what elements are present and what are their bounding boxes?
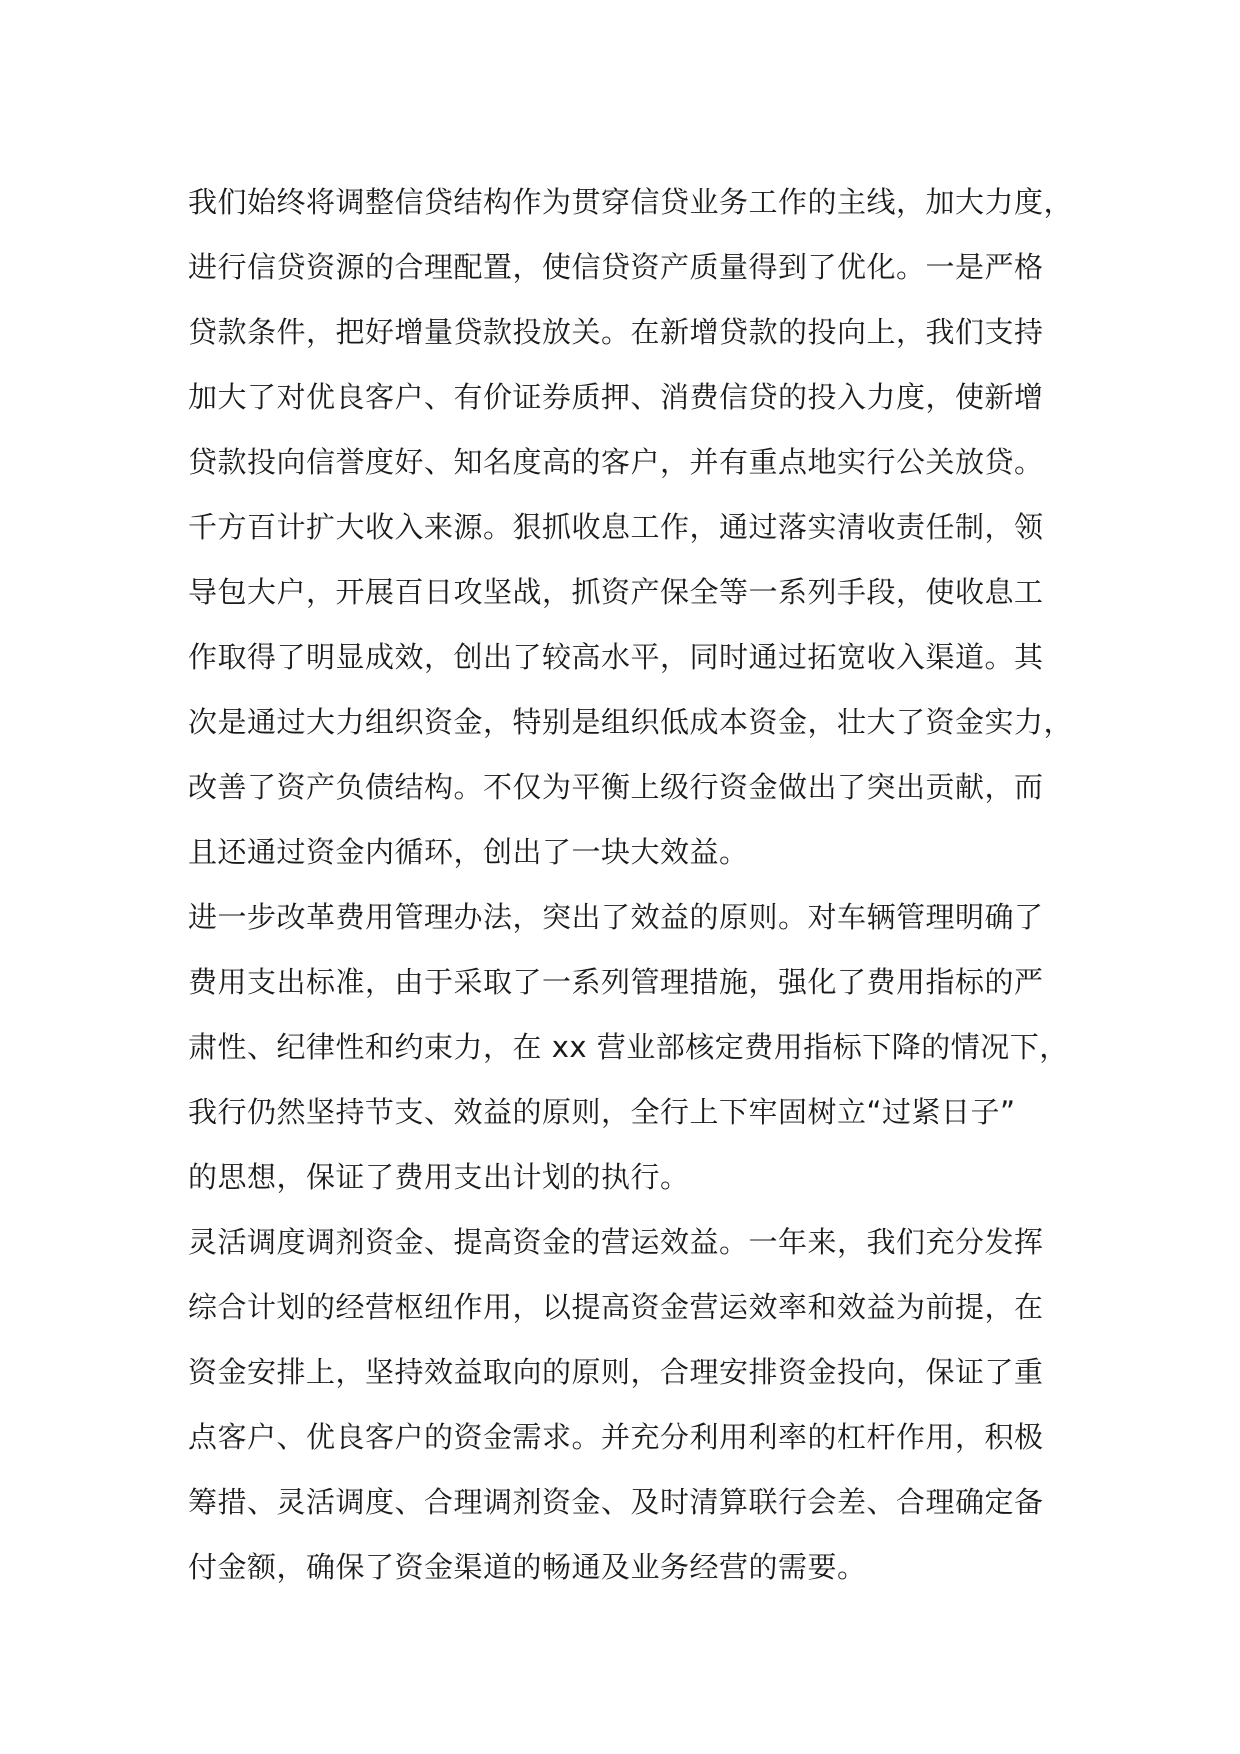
text-line: 肃性、纪律性和约束力，在 xx 营业部核定费用指标下降的情况下，: [188, 1030, 1069, 1064]
text-line: 进一步改革费用管理办法，突出了效益的原则。对车辆管理明确了: [188, 900, 1044, 934]
paragraph-income-sources: [188, 495, 1088, 885]
text-line: 次是通过大力组织资金，特别是组织低成本资金，壮大了资金实力，: [188, 705, 1074, 739]
paragraph-fund-dispatch: [188, 1210, 1088, 1600]
text-line: 改善了资产负债结构。不仅为平衡上级行资金做出了突出贡献，而: [188, 770, 1044, 804]
text-line: 的思想，保证了费用支出计划的执行。: [188, 1160, 690, 1194]
text-line: 筹措、灵活调度、合理调剂资金、及时清算联行会差、合理确定备: [188, 1485, 1044, 1519]
text-line: 我行仍然坚持节支、效益的原则，全行上下牢固树立“过紧日子”: [188, 1095, 1016, 1129]
text-line: 且还通过资金内循环，创出了一块大效益。: [188, 835, 749, 869]
text-line: 灵活调度调剂资金、提高资金的营运效益。一年来，我们充分发挥: [188, 1225, 1044, 1259]
text-line: 我们始终将调整信贷结构作为贯穿信贷业务工作的主线，加大力度，: [188, 185, 1074, 219]
paragraph-expense-management: [188, 885, 1088, 1210]
document-body: [188, 170, 1088, 1600]
text-line: 付金额，确保了资金渠道的畅通及业务经营的需要。: [188, 1550, 867, 1584]
text-line: 贷款投向信誉度好、知名度高的客户，并有重点地实行公关放贷。: [188, 445, 1044, 479]
text-line: 资金安排上，坚持效益取向的原则，合理安排资金投向，保证了重: [188, 1355, 1044, 1389]
text-line: 进行信贷资源的合理配置，使信贷资产质量得到了优化。一是严格: [188, 250, 1044, 284]
text-line: 千方百计扩大收入来源。狠抓收息工作，通过落实清收责任制，领: [188, 510, 1044, 544]
text-line: 导包大户，开展百日攻坚战，抓资产保全等一系列手段，使收息工: [188, 575, 1044, 609]
text-line: 贷款条件，把好增量贷款投放关。在新增贷款的投向上，我们支持: [188, 315, 1044, 349]
text-line: 作取得了明显成效，创出了较高水平，同时通过拓宽收入渠道。其: [188, 640, 1044, 674]
text-line: 综合计划的经营枢纽作用，以提高资金营运效率和效益为前提，在: [188, 1290, 1044, 1324]
text-line: 点客户、优良客户的资金需求。并充分利用利率的杠杆作用，积极: [188, 1420, 1044, 1454]
text-line: 费用支出标准，由于采取了一系列管理措施，强化了费用指标的严: [188, 965, 1044, 999]
paragraph-credit-structure: [188, 170, 1088, 495]
text-line: 加大了对优良客户、有价证券质押、消费信贷的投入力度，使新增: [188, 380, 1044, 414]
